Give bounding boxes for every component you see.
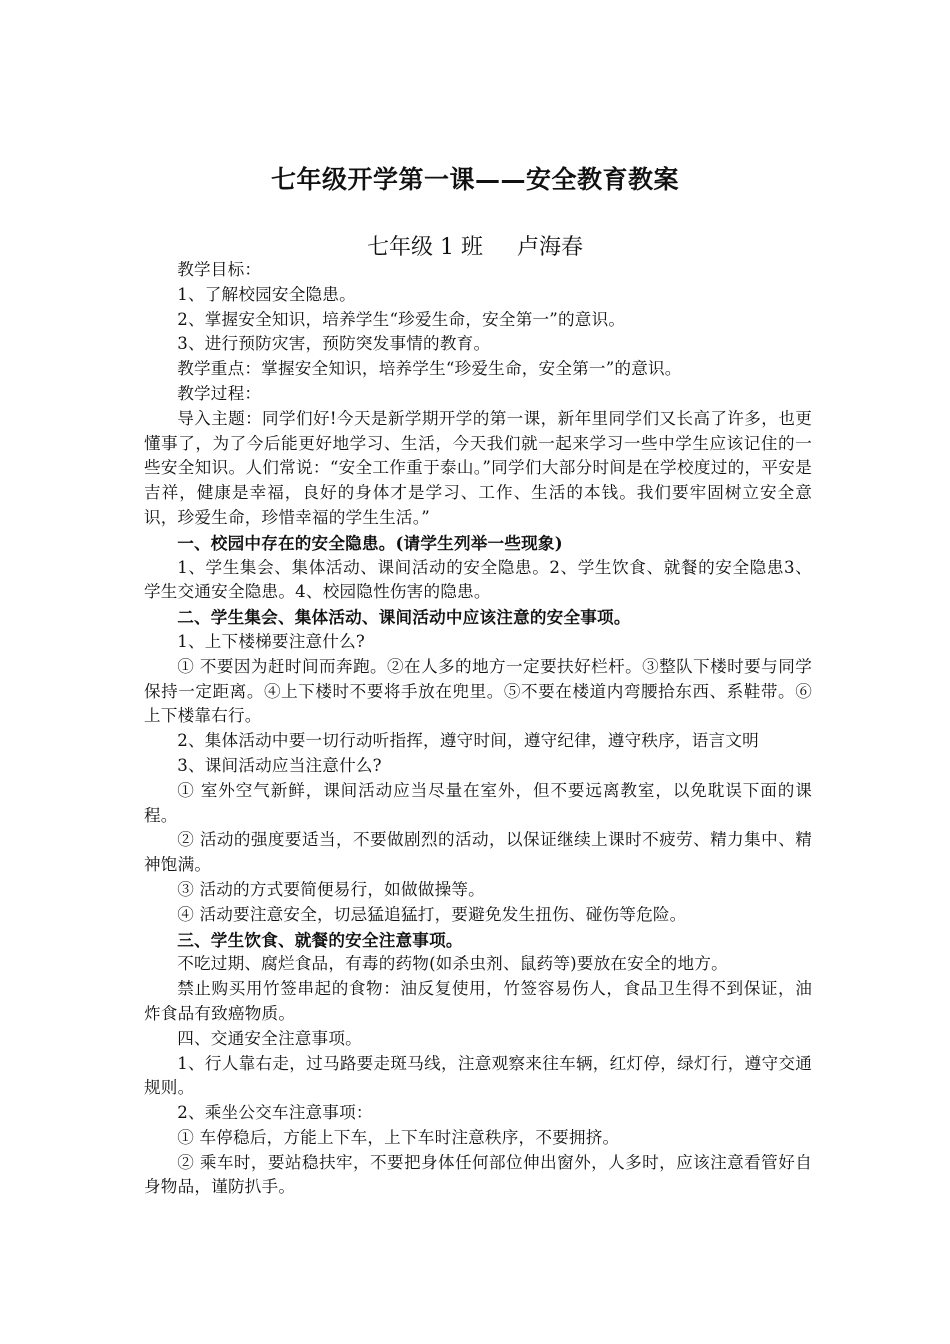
paragraph: 禁止购买用竹签串起的食物：油反复使用，竹签容易伤人，食品卫生得不到保证，油炸食品有致癌物质。 — [144, 979, 812, 1023]
paragraph: 1、上下楼梯要注意什么? — [177, 631, 365, 651]
paragraph: 四、交通安全注意事项。 — [177, 1028, 362, 1048]
section-heading: 一、校园中存在的安全隐患。(请学生列举一些现象) — [177, 532, 563, 553]
paragraph: 1、了解校园安全隐患。 — [177, 284, 356, 304]
paragraph: 3、进行预防灾害，预防突发事情的教育。 — [177, 334, 491, 354]
paragraph: 不吃过期、腐烂食品，有毒的药物(如杀虫剂、鼠药等)要放在安全的地方。 — [177, 954, 728, 974]
paragraph: 3、课间活动应当注意什么? — [177, 755, 382, 775]
section-heading: 二、学生集会、集体活动、课间活动中应该注意的安全事项。 — [177, 607, 631, 628]
paragraph: ② 活动的强度要适当，不要做剧烈的活动，以保证继续上课时不疲劳、精力集中、精神饱满。 — [144, 830, 812, 875]
class-name: 七年级 1 班 — [367, 235, 483, 260]
paragraph: ① 室外空气新鲜，课间活动应当尽量在室外，但不要远离教室，以免耽误下面的课程。 — [144, 780, 812, 825]
paragraph: 1、学生集会、集体活动、课间活动的安全隐患。2、学生饮食、就餐的安全隐患3、学生交通安全隐患。4、校园隐性伤害的隐患。 — [144, 557, 812, 602]
paragraph: ④ 活动要注意安全，切忌猛追猛打，要避免发生扭伤、碰伤等危险。 — [177, 904, 687, 924]
paragraph: 教学过程： — [177, 383, 262, 403]
paragraph: ③ 活动的方式要简便易行，如做做操等。 — [177, 879, 485, 899]
section-heading: 三、学生饮食、就餐的安全注意事项。 — [177, 929, 463, 950]
lesson-body — [144, 258, 812, 1200]
paragraph: 2、乘坐公交车注意事项： — [177, 1103, 373, 1123]
paragraph: 2、掌握安全知识，培养学生“珍爱生命，安全第一”的意识。 — [177, 309, 626, 329]
paragraph: ① 不要因为赶时间而奔跑。②在人多的地方一定要扶好栏杆。③整队下楼时要与同学保持一定距离。④上下楼时不要将手放在兜里。⑤不要在楼道内弯腰拾东西、系鞋带。⑥上下楼靠右行。 — [144, 656, 812, 726]
paragraph: ② 乘车时，要站稳扶牢，不要把身体任何部位伸出窗外，人多时，应该注意看管好自身物品，谨防扒手。 — [144, 1152, 812, 1197]
document-title: 七年级开学第一课——安全教育教案 — [270, 165, 679, 194]
paragraph: 教学目标： — [177, 260, 262, 279]
paragraph: ① 车停稳后，方能上下车，上下车时注意秩序，不要拥挤。 — [177, 1127, 620, 1147]
paragraph: 教学重点：掌握安全知识，培养学生“珍爱生命，安全第一”的意识。 — [177, 359, 682, 379]
paragraph: 导入主题：同学们好!今天是新学期开学的第一课，新年里同学们又长高了许多，也更懂事了，为了今后能更好地学习、生活，今天我们就一起来学习一些中学生应该记住的一些安全知识。人们常说：“安全工作重于泰山。”同学们大部分时间是在学校度过的，平安是吉祥，健康是幸福，良好的身体才是学习、工作、生活的本钱。我们要牢固树立安全意识，珍爱生命，珍惜幸福的学生生活。” — [144, 408, 812, 527]
teacher-name: 卢海春 — [516, 235, 583, 260]
paragraph: 1、行人靠右走，过马路要走斑马线，注意观察来往车辆，红灯停，绿灯行，遵守交通规则。 — [144, 1053, 812, 1098]
paragraph: 2、集体活动中要一切行动听指挥，遵守时间，遵守纪律，遵守秩序，语言文明 — [177, 731, 759, 751]
